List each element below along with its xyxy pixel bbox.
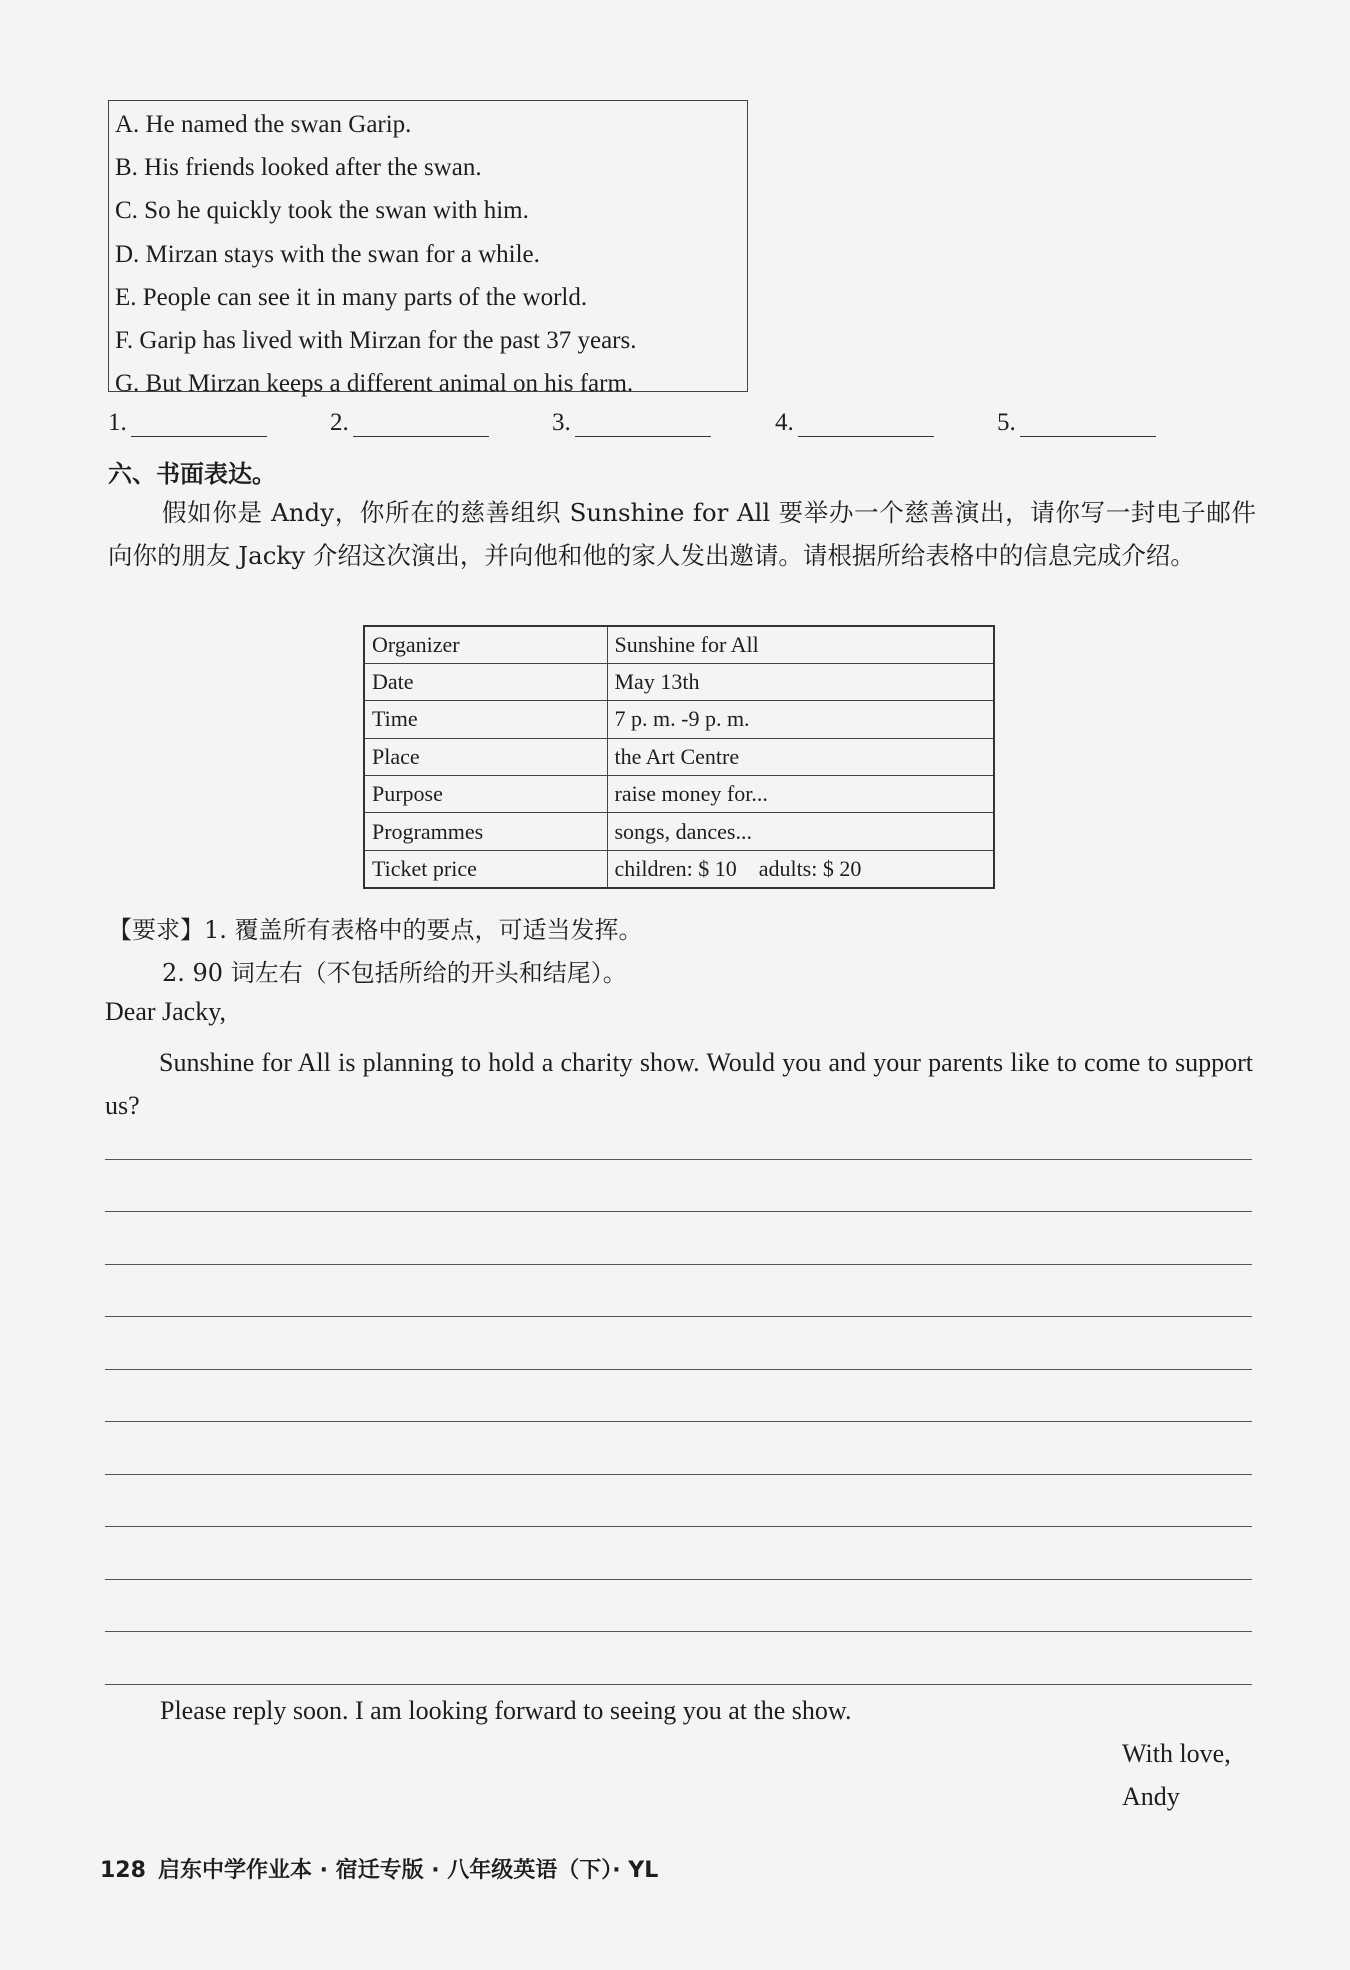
blank-number: 5. bbox=[997, 409, 1016, 436]
blank-number: 4. bbox=[775, 409, 794, 436]
option-a: A. He named the swan Garip. bbox=[115, 111, 412, 138]
letter-greeting: Dear Jacky, bbox=[105, 997, 227, 1026]
option-g: G. But Mirzan keeps a different animal on his farm. bbox=[115, 370, 634, 398]
writing-line[interactable] bbox=[105, 1579, 1252, 1580]
writing-line[interactable] bbox=[105, 1684, 1252, 1685]
blank-line bbox=[1020, 408, 1156, 437]
writing-line[interactable] bbox=[105, 1631, 1252, 1632]
option-d: D. Mirzan stays with the swan for a while. bbox=[115, 240, 540, 268]
blank-line bbox=[353, 408, 489, 437]
letter-signature: Andy bbox=[1122, 1782, 1180, 1811]
options-box bbox=[108, 100, 748, 398]
info-table bbox=[363, 625, 995, 889]
table-value: raise money for... bbox=[607, 776, 994, 813]
table-row bbox=[364, 776, 994, 813]
table-key: Programmes bbox=[364, 813, 607, 850]
section-title: 六、书面表达。 bbox=[108, 460, 276, 488]
table-key: Organizer bbox=[364, 626, 607, 663]
table-row bbox=[364, 701, 994, 738]
letter-signoff: With love, bbox=[1122, 1739, 1231, 1768]
book-title: 启东中学作业本 · 宿迁专版 · 八年级英语（下）· YL bbox=[157, 1858, 659, 1883]
option-e: E. People can see it in many parts of the world. bbox=[115, 283, 588, 311]
option-f: F. Garip has lived with Mirzan for the past 37 years. bbox=[115, 327, 637, 355]
table-value: Sunshine for All bbox=[607, 626, 994, 663]
option-b: B. His friends looked after the swan. bbox=[115, 154, 482, 182]
table-key: Ticket price bbox=[364, 850, 607, 887]
table-key: Date bbox=[364, 663, 607, 700]
table-value: children: $ 10 adults: $ 20 bbox=[607, 850, 994, 887]
blank-number: 1. bbox=[108, 409, 127, 436]
blank-line bbox=[798, 408, 934, 437]
answer-blank-1[interactable] bbox=[108, 408, 267, 437]
writing-line[interactable] bbox=[105, 1316, 1252, 1317]
option-c: C. So he quickly took the swan with him. bbox=[115, 197, 529, 225]
letter-closing: Please reply soon. I am looking forward to seeing you at the show. bbox=[160, 1696, 852, 1725]
answer-blank-4[interactable] bbox=[775, 408, 934, 437]
writing-prompt: 假如你是 Andy，你所在的慈善组织 Sunshine for All 要举办一个慈善演出，请你写一封电子邮件向你的朋友 Jacky 介绍这次演出，并向他和他的家人发出邀请。请根据所给表格中的信息完成介绍。 bbox=[108, 498, 1256, 570]
table-row bbox=[364, 663, 994, 700]
writing-line[interactable] bbox=[105, 1264, 1252, 1265]
writing-line[interactable] bbox=[105, 1211, 1252, 1212]
blank-number: 2. bbox=[330, 409, 349, 436]
writing-line[interactable] bbox=[105, 1369, 1252, 1370]
writing-line[interactable] bbox=[105, 1526, 1252, 1527]
blank-number: 3. bbox=[552, 409, 571, 436]
writing-line[interactable] bbox=[105, 1474, 1252, 1475]
table-value: the Art Centre bbox=[607, 738, 994, 775]
answer-blank-2[interactable] bbox=[330, 408, 489, 437]
table-row bbox=[364, 626, 994, 663]
table-row bbox=[364, 850, 994, 887]
table-value: songs, dances... bbox=[607, 813, 994, 850]
answer-blank-5[interactable] bbox=[997, 408, 1156, 437]
answer-blank-3[interactable] bbox=[552, 408, 711, 437]
page-footer bbox=[100, 1853, 658, 1884]
requirement-1: 【要求】1. 覆盖所有表格中的要点，可适当发挥。 bbox=[108, 916, 643, 944]
table-row bbox=[364, 813, 994, 850]
table-key: Time bbox=[364, 701, 607, 738]
table-value: May 13th bbox=[607, 663, 994, 700]
table-value: 7 p. m. -9 p. m. bbox=[607, 701, 994, 738]
blank-line bbox=[131, 408, 267, 437]
table-key: Place bbox=[364, 738, 607, 775]
page-number: 128 bbox=[100, 1858, 146, 1883]
requirement-2: 2. 90 词左右（不包括所给的开头和结尾）。 bbox=[162, 959, 627, 987]
writing-line[interactable] bbox=[105, 1159, 1252, 1160]
blank-line bbox=[575, 408, 711, 437]
letter-opening: Sunshine for All is planning to hold a charity show. Would you and your parents like to come to support us? bbox=[105, 1048, 1253, 1120]
table-key: Purpose bbox=[364, 776, 607, 813]
writing-line[interactable] bbox=[105, 1421, 1252, 1422]
table-row bbox=[364, 738, 994, 775]
